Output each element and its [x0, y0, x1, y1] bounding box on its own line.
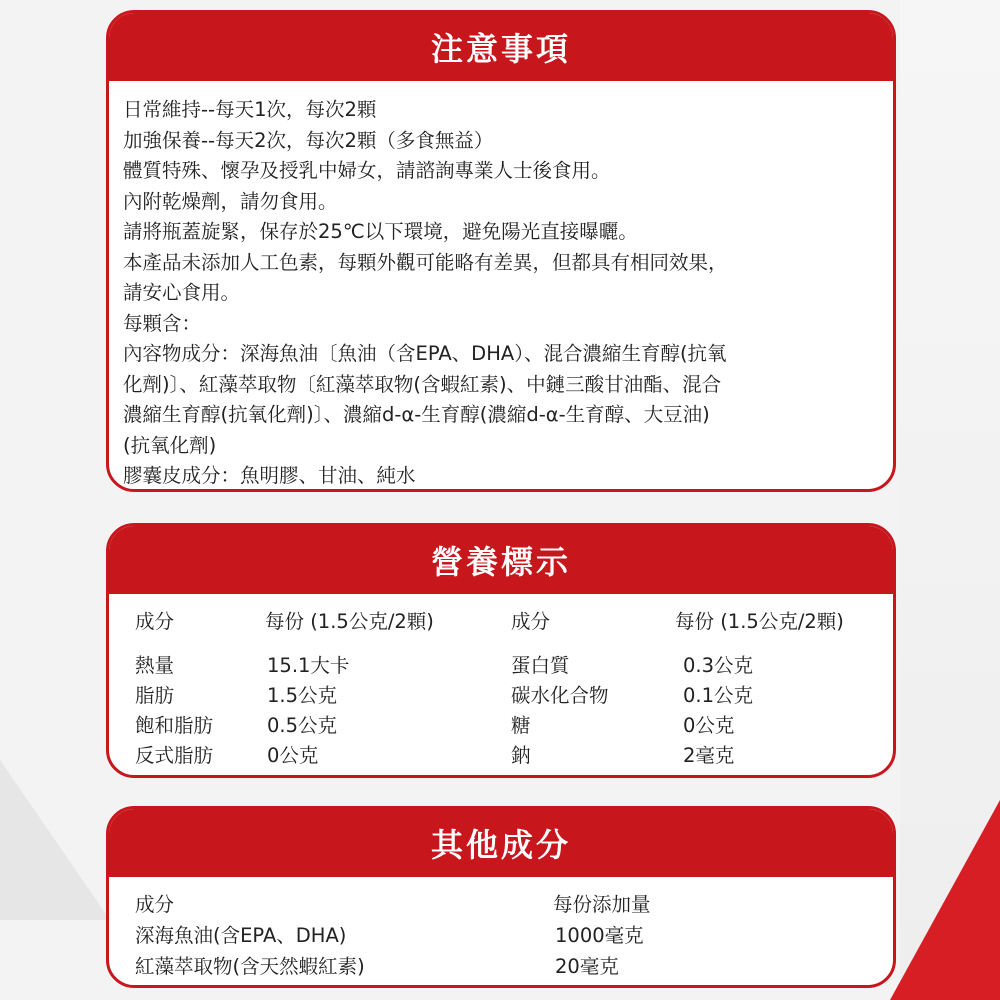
nutrient-value: 0.1公克 — [683, 684, 754, 707]
notes-card — [106, 10, 896, 492]
notes-line: 內附乾燥劑，請勿食用。 — [123, 189, 338, 213]
nutrient-name: 鈉 — [511, 744, 531, 767]
nutrient-name: 飽和脂肪 — [135, 714, 214, 737]
notes-line: 請安心食用。 — [123, 281, 241, 304]
nutrient-value: 15.1大卡 — [267, 654, 350, 677]
other-title: 其他成分 — [109, 809, 893, 877]
ingredient-amount: 1000毫克 — [555, 924, 644, 947]
background-grey-shape — [0, 760, 110, 920]
notes-line: (抗氧化劑) — [123, 433, 217, 457]
nutrient-name: 熱量 — [135, 654, 175, 677]
ingredient-amount: 20毫克 — [555, 955, 619, 978]
notes-line: 體質特殊、懷孕及授乳中婦女，請諮詢專業人士後食用。 — [123, 159, 611, 182]
other-header-name: 成分 — [135, 893, 175, 916]
notes-line: 膠囊皮成分：魚明膠、甘油、純水 — [123, 464, 416, 487]
other-ingredients-card — [106, 806, 896, 988]
nutrient-value: 0.3公克 — [683, 654, 754, 677]
notes-body — [109, 81, 893, 492]
notes-line: 化劑)〕、紅藻萃取物〔紅藻萃取物(含蝦紅素)、中鏈三酸甘油酯、混合 — [123, 372, 722, 396]
nutrient-value: 1.5公克 — [267, 684, 338, 707]
nutrient-value: 0公克 — [683, 714, 735, 737]
other-header-amount: 每份添加量 — [553, 893, 651, 916]
nutrient-name: 糖 — [511, 714, 531, 737]
nutrition-header-name: 成分 — [511, 610, 551, 633]
nutrient-name: 碳水化合物 — [511, 684, 609, 707]
nutrition-header-serving: 每份 (1.5公克/2顆) — [675, 610, 844, 633]
ingredient-name: 深海魚油(含EPA、DHA) — [135, 924, 347, 947]
nutrition-table — [109, 594, 893, 774]
nutrient-name: 脂肪 — [135, 684, 175, 707]
notes-line: 濃縮生育醇(抗氧化劑)〕、濃縮d-α-生育醇(濃縮d-α-生育醇、大豆油) — [123, 403, 710, 426]
nutrition-card — [106, 523, 896, 778]
notes-line: 日常維持--每天1次，每次2顆 — [123, 98, 377, 121]
ingredient-name: 紅藻萃取物(含天然蝦紅素) — [135, 955, 365, 978]
notes-line: 本產品未添加人工色素，每顆外觀可能略有差異，但都具有相同效果， — [123, 250, 728, 274]
nutrient-value: 2毫克 — [683, 744, 735, 767]
notes-line: 每顆含： — [123, 311, 202, 335]
notes-line: 請將瓶蓋旋緊，保存於25℃以下環境，避免陽光直接曝曬。 — [123, 220, 638, 243]
nutrient-name: 反式脂肪 — [135, 744, 214, 767]
background-red-shape — [890, 800, 1000, 1000]
nutrient-value: 0公克 — [267, 744, 319, 767]
nutrient-value: 0.5公克 — [267, 714, 338, 737]
nutrition-header-name: 成分 — [135, 610, 175, 633]
nutrition-header-serving: 每份 (1.5公克/2顆) — [265, 610, 434, 633]
nutrient-name: 蛋白質 — [511, 654, 570, 677]
notes-title: 注意事項 — [109, 13, 893, 81]
notes-line: 加強保養--每天2次，每次2顆（多食無益） — [123, 128, 494, 152]
notes-line: 內容物成分：深海魚油〔魚油（含EPA、DHA）、混合濃縮生育醇(抗氧 — [123, 342, 727, 365]
other-ingredients-table — [109, 877, 893, 987]
nutrition-title: 營養標示 — [109, 526, 893, 594]
